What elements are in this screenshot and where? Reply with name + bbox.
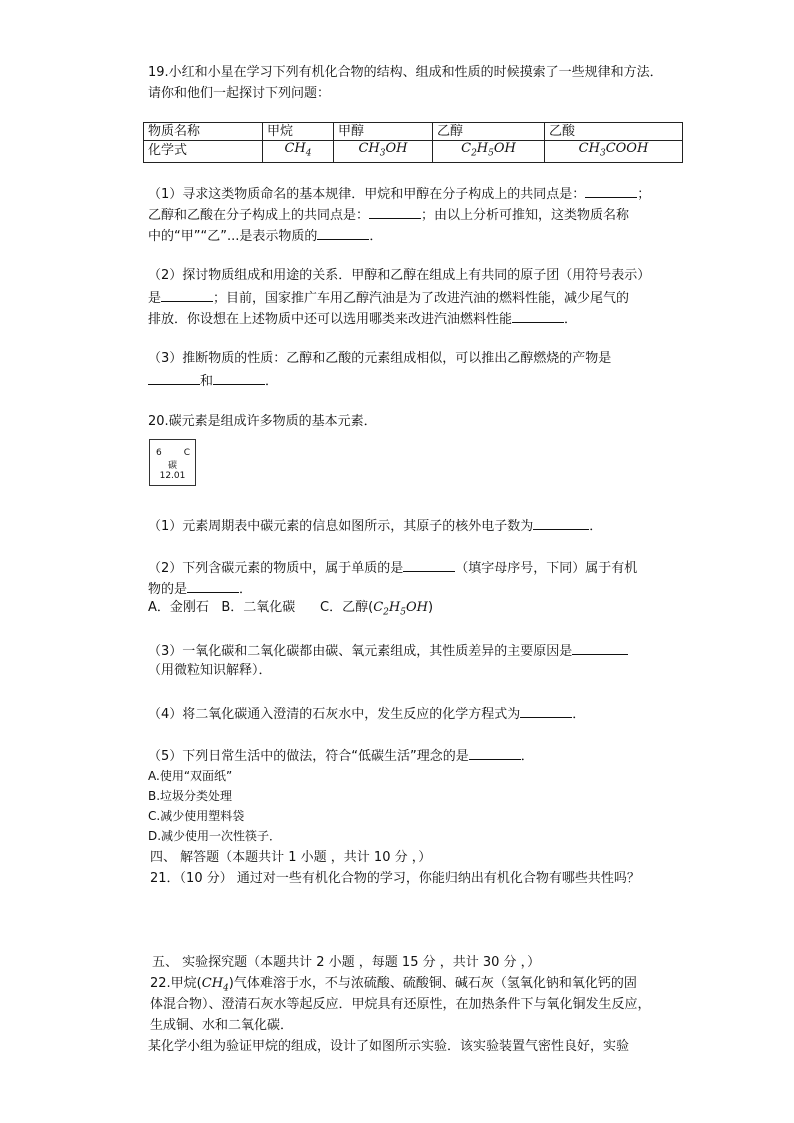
q22-line2: 体混合物）、澄清石灰水等起反应．甲烷具有还原性，在加热条件下与氧化铜发生反应， xyxy=(150,997,651,1012)
table-row xyxy=(144,123,683,141)
q20-part1 xyxy=(148,515,602,537)
q20-p2b: 物的是 xyxy=(148,582,188,597)
answer-blank[interactable] xyxy=(572,640,628,655)
q19-p1a: （1）寻求这类物质命名的基本规律．甲烷和甲醇在分子构成上的共同点是： xyxy=(148,187,586,202)
q19-p3a: （3）推断物质的性质：乙醇和乙酸的元素组成相似，可以推出乙醇燃烧的产物是 xyxy=(148,351,612,366)
table-cell: 物质名称 xyxy=(144,123,263,141)
element-name: 碳 xyxy=(167,461,177,471)
q20-part2-line1 xyxy=(148,557,637,579)
q20-p2a: （2）下列含碳元素的物质中，属于单质的是 xyxy=(148,561,404,576)
q20-part3-line2 xyxy=(148,661,272,681)
q20-part4 xyxy=(148,703,585,725)
q20-p2a-end: （填字母序号，下同）属于有机 xyxy=(455,561,638,576)
q19-p3b-mid: 和 xyxy=(200,374,214,389)
answer-blank[interactable] xyxy=(403,557,455,572)
choice-item: C.减少使用塑料袋 xyxy=(148,809,245,823)
answer-blank[interactable] xyxy=(213,370,265,385)
q19-part2-line1 xyxy=(148,266,650,286)
q21-text: 21．（10 分） 通过对一些有机化合物的学习，你能归纳出有机化合物有哪些共性吗？ xyxy=(150,871,640,886)
q22-line4: 某化学小组为验证甲烷的组成，设计了如图所示实验．该实验装置气密性良好，实验 xyxy=(148,1039,630,1054)
atomic-number: 6 xyxy=(156,448,162,458)
q19-part3-line2 xyxy=(148,370,278,392)
q19-p1b: 乙醇和乙酸在分子构成上的共同点是： xyxy=(148,208,370,223)
table-cell: 乙酸 xyxy=(545,123,683,141)
choice-item: B.垃圾分类处理 xyxy=(148,789,233,803)
q20-p5: （5）下列日常生活中的做法，符合“低碳生活”理念的是 xyxy=(148,749,469,764)
q22-line3: 生成铜、水和二氧化碳． xyxy=(150,1018,294,1033)
q19-p2a: （2）探讨物质组成和用途的关系．甲醇和乙醇在组成上有共同的原子团（用符号表示） xyxy=(148,268,651,283)
q19-p2b: ；目前，国家推广车用乙醇汽油是为了改进汽油的燃料性能，减少尾气的 xyxy=(213,291,630,306)
atomic-mass: 12.01 xyxy=(159,471,186,481)
table-cell: 甲醇 xyxy=(334,123,433,141)
choice-item: D.减少使用一次性筷子． xyxy=(148,829,282,843)
answer-blank[interactable] xyxy=(148,370,200,385)
q19-p1c: 中的“甲”“乙”...是表示物质的 xyxy=(148,229,318,244)
carbon-element-card xyxy=(149,439,196,486)
option-b: B．二氧化碳 xyxy=(221,600,296,615)
punct: ． xyxy=(239,582,253,597)
choice-item: A.使用“双面纸” xyxy=(148,769,233,783)
formula-ch4: $CH_4$ xyxy=(263,141,334,163)
q20-p1: （1）元素周期表中碳元素的信息如图所示，其原子的核外电子数为 xyxy=(148,519,534,534)
q22-line1: 22.甲烷$(CH_4)$气体难溶于水，不与浓硫酸、硫酸铜、碱石灰（氢氧化钠和氧化钙的固 xyxy=(150,976,637,994)
q19-part2-line2 xyxy=(148,287,629,309)
q19-intro-text: 19.小红和小星在学习下列有机化合物的结构、组成和性质的时候摸索了一些规律和方法．请你和他们一起探讨下列问题： xyxy=(148,65,663,101)
section-5-heading: 五、 实验探究题（本题共计 2 小题 ，每题 15 分 ，共计 30 分 ，） xyxy=(152,955,541,970)
q19-part2-line3 xyxy=(148,308,577,330)
punct: ． xyxy=(589,519,603,534)
q19-part1-line1 xyxy=(148,183,650,205)
q20-title xyxy=(148,412,377,432)
table-cell: 乙醇 xyxy=(433,123,545,141)
option-a: A．金刚石 xyxy=(148,600,209,615)
q20-part5 xyxy=(148,745,534,767)
answer-blank[interactable] xyxy=(317,225,369,240)
q20-p4: （4）将二氧化碳通入澄清的石灰水中，发生反应的化学方程式为 xyxy=(148,707,521,722)
q19-part1-line2 xyxy=(148,204,629,226)
table-cell: 甲烷 xyxy=(263,123,334,141)
q20-part3-line1 xyxy=(148,640,628,662)
formula-c2h5oh: $C_2H_5OH$ xyxy=(433,141,545,163)
q20-p3a: （3）一氧化碳和二氧化碳都由碳、氧元素组成，其性质差异的主要原因是 xyxy=(148,644,573,659)
q19-part1-line3 xyxy=(148,225,382,247)
answer-blank[interactable] xyxy=(585,183,637,198)
q19-intro-line1 xyxy=(148,62,668,104)
punct: ． xyxy=(564,312,578,327)
q20-part2-line2 xyxy=(148,578,252,600)
q19-p2b-start: 是 xyxy=(148,291,162,306)
formula-ch3oh: $CH_3OH$ xyxy=(334,141,433,163)
q20-p3b: （用微粒知识解释）． xyxy=(148,663,272,678)
formula-ch4-inline: $CH_4$ xyxy=(201,976,229,994)
answer-blank[interactable] xyxy=(187,578,239,593)
table-cell: 化学式 xyxy=(144,141,263,163)
answer-blank[interactable] xyxy=(161,287,213,302)
element-symbol: C xyxy=(183,448,190,458)
formula-ch3cooh: $CH_3COOH$ xyxy=(545,141,683,163)
option-c: C．乙醇$(C_2H_5OH)$ xyxy=(320,600,434,618)
q20-title-text: 20.碳元素是组成许多物质的基本元素． xyxy=(148,414,377,429)
punct: ． xyxy=(520,749,534,764)
answer-blank[interactable] xyxy=(520,703,572,718)
q19-p1b-mid: ；由以上分析可推知，这类物质名称 xyxy=(421,208,630,223)
punct: ． xyxy=(572,707,586,722)
answer-blank[interactable] xyxy=(512,308,564,323)
table-row xyxy=(144,141,683,163)
q19-part3-line1 xyxy=(148,349,611,369)
punct: ． xyxy=(265,374,279,389)
answer-blank[interactable] xyxy=(469,745,521,760)
q20-options xyxy=(148,598,433,623)
punct: ； xyxy=(637,187,651,202)
answer-blank[interactable] xyxy=(533,515,589,530)
section-4-heading: 四、 解答题（本题共计 1 小题 ，共计 10 分 ，） xyxy=(150,850,432,865)
substance-table xyxy=(143,122,683,163)
punct: ． xyxy=(369,229,383,244)
answer-blank[interactable] xyxy=(369,204,421,219)
q19-p2c: 排放．你设想在上述物质中还可以选用哪类来改进汽油燃料性能 xyxy=(148,312,513,327)
